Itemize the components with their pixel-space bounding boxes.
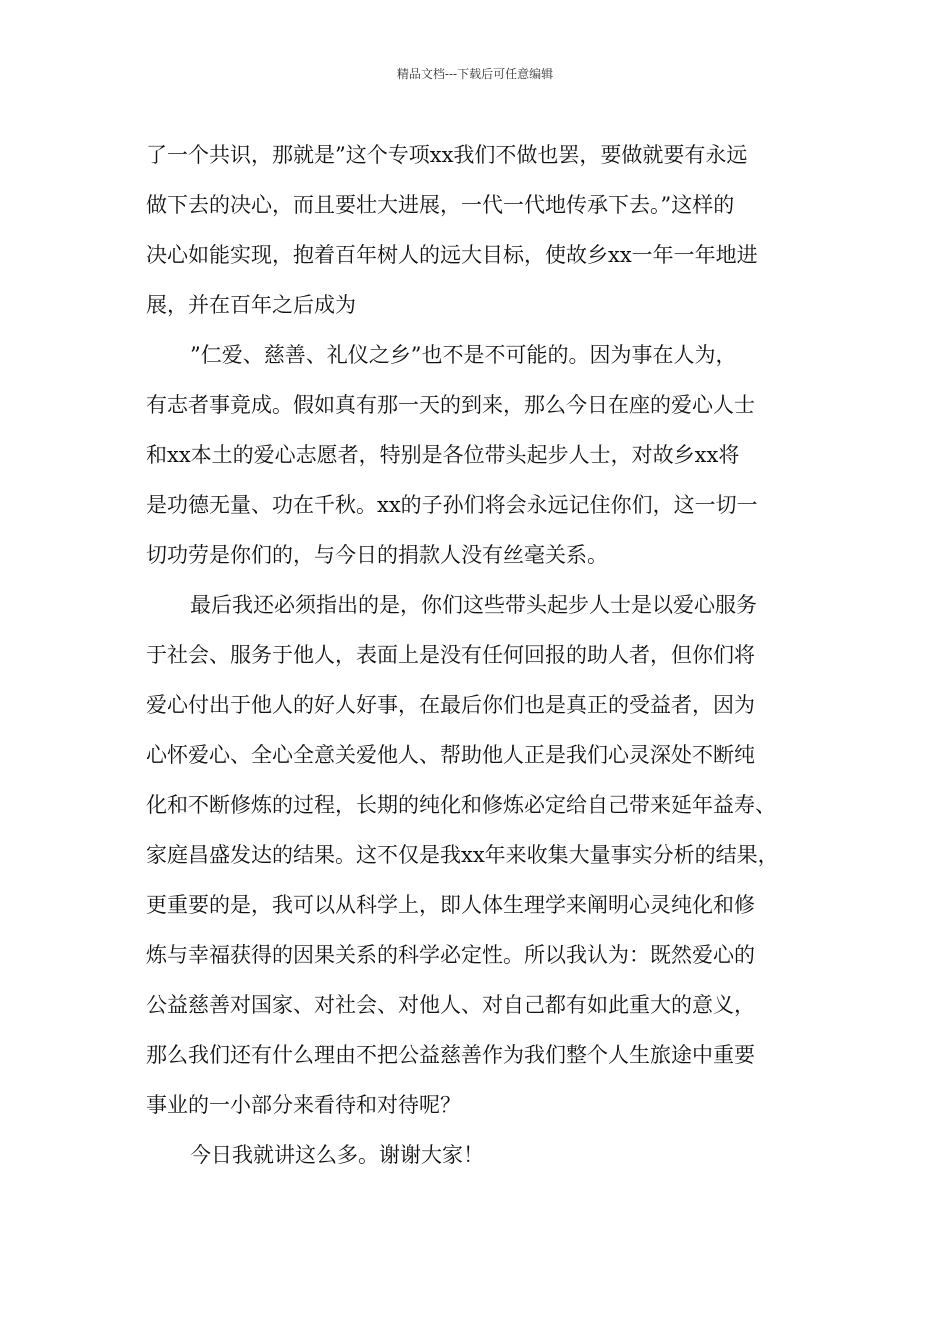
text-line: 做下去的决心，而且要壮大进展，一代一代地传承下去。”这样的 — [146, 193, 735, 217]
text-line: 于社会、服务于他人，表面上是没有任何回报的助人者，但你们将 — [146, 643, 755, 667]
text-line: 最后我还必须指出的是，你们这些带头起步人士是以爱心服务 — [190, 593, 757, 617]
text-line: 炼与幸福获得的因果关系的科学必定性。所以我认为：既然爱心的 — [146, 943, 755, 967]
text-line: 爱心付出于他人的好人好事，在最后你们也是真正的受益者，因为 — [146, 693, 755, 717]
text-line: 事业的一小部分来看待和对待呢？ — [146, 1093, 461, 1117]
document-body — [146, 130, 811, 1180]
text-line: 有志者事竟成。假如真有那一天的到来，那么今日在座的爱心人士 — [146, 393, 755, 417]
text-line: 更重要的是，我可以从科学上，即人体生理学来阐明心灵纯化和修 — [146, 893, 755, 917]
text-line: 是功德无量、功在千秋。xx的子孙们将会永远记住你们，这一切一 — [146, 493, 758, 517]
text-line: 和xx本土的爱心志愿者，特别是各位带头起步人士，对故乡xx将 — [146, 443, 740, 467]
text-line: 心怀爱心、全心全意关爱他人、帮助他人正是我们心灵深处不断纯 — [146, 743, 755, 767]
text-line: 了一个共识，那就是”这个专项xx我们不做也罢，要做就要有永远 — [146, 143, 748, 167]
text-line: 决心如能实现，抱着百年树人的远大目标，使故乡xx一年一年地进 — [146, 243, 758, 267]
text-line: 那么我们还有什么理由不把公益慈善作为我们整个人生旅途中重要 — [146, 1043, 755, 1067]
page-header: 精品文档---下载后可任意编辑 — [396, 67, 554, 81]
text-line: 今日我就讲这么多。谢谢大家！ — [190, 1143, 484, 1167]
text-line: 家庭昌盛发达的结果。这不仅是我xx年来收集大量事实分析的结果， — [146, 843, 779, 867]
text-line: 切功劳是你们的，与今日的捐款人没有丝毫关系。 — [146, 543, 608, 567]
text-line: 展，并在百年之后成为 — [146, 293, 356, 317]
text-line: 化和不断修炼的过程，长期的纯化和修炼必定给自己带来延年益寿、 — [146, 793, 776, 817]
text-line: ”仁爱、慈善、礼仪之乡”也不是不可能的。因为事在人为， — [190, 343, 737, 367]
text-line: 公益慈善对国家、对社会、对他人、对自己都有如此重大的意义， — [146, 993, 755, 1017]
